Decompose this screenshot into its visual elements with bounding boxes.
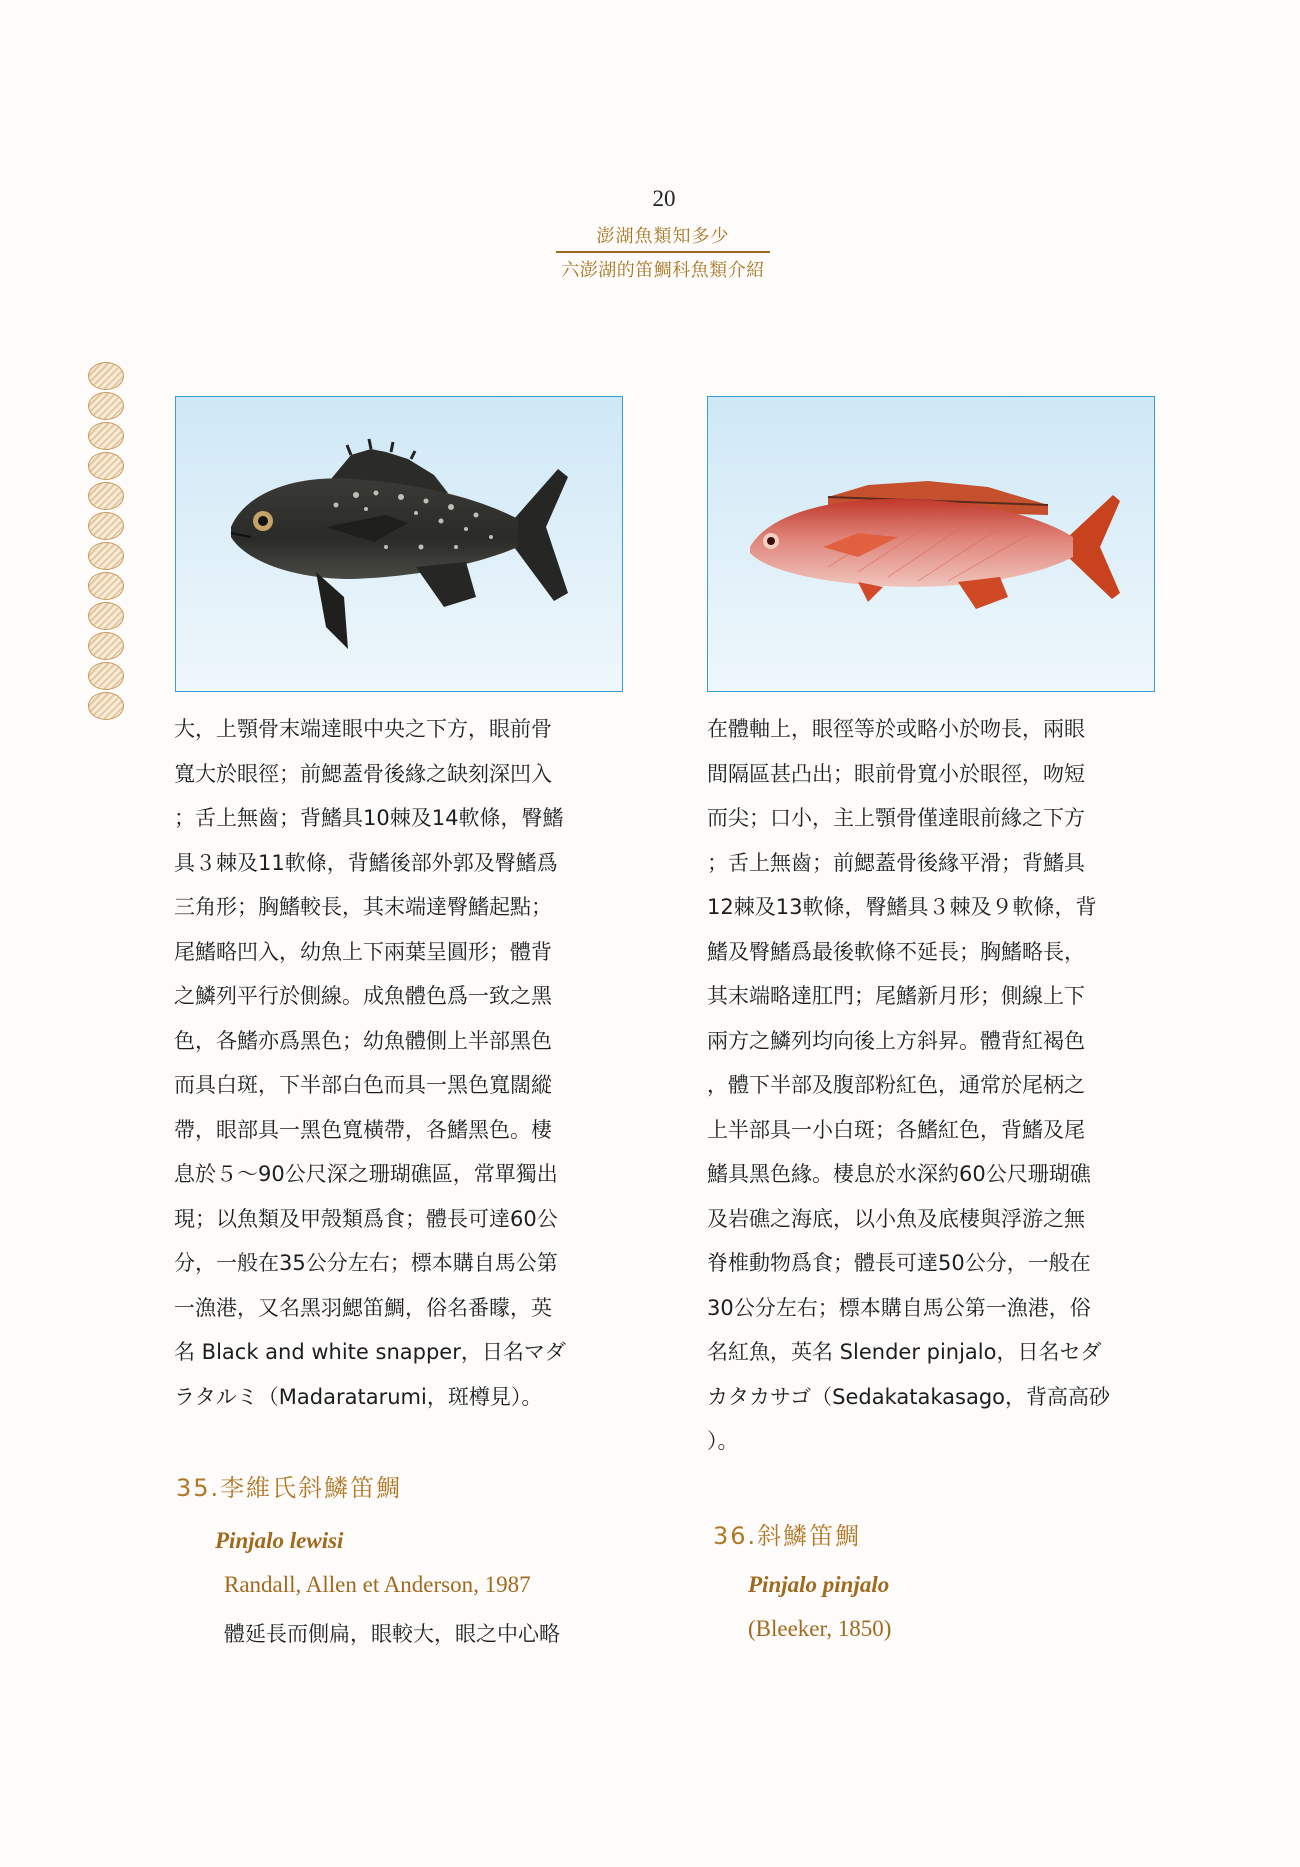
body-text-line: ；舌上無齒；背鰭具10棘及14軟條，臀鰭 bbox=[174, 806, 564, 830]
body-text-line: 30公分左右；標本購自馬公第一漁港，俗 bbox=[707, 1295, 1091, 1320]
photo-pinjalo-lewisi bbox=[175, 396, 623, 692]
ornament-disc bbox=[88, 512, 124, 540]
black-fish-illustration bbox=[176, 397, 622, 691]
body-text-line: 鰭及臀鰭爲最後軟條不延長；胸鰭略長， bbox=[707, 939, 1085, 964]
ornament-disc bbox=[88, 392, 124, 420]
body-text-line: 之鱗列平行於側線。成魚體色爲一致之黑 bbox=[174, 984, 552, 1008]
body-text-line: 寬大於眼徑；前鰓蓋骨後緣之缺刻深凹入 bbox=[174, 761, 552, 786]
body-text-line: 大，上顎骨末端達眼中央之下方，眼前骨 bbox=[174, 717, 552, 741]
ornament-disc bbox=[88, 572, 124, 600]
species-35-authority: Randall, Allen et Anderson, 1987 bbox=[224, 1572, 531, 1597]
body-text-line: 現；以魚類及甲殼類爲食；體長可達60公 bbox=[174, 1206, 558, 1231]
body-text-line: 及岩礁之海底，以小魚及底棲與浮游之無 bbox=[707, 1206, 1085, 1231]
body-text-line: 色，各鰭亦爲黑色；幼魚體側上半部黑色 bbox=[174, 1028, 552, 1053]
body-text-line: 分，一般在35公分左右；標本購自馬公第 bbox=[174, 1251, 558, 1275]
body-text-line: 而尖；口小，主上顎骨僅達眼前緣之下方 bbox=[707, 806, 1085, 830]
body-text-line: 息於５～90公尺深之珊瑚礁區，常單獨出 bbox=[174, 1162, 558, 1186]
species-35-heading: 35.李維氏斜鱗笛鯛 bbox=[176, 1474, 403, 1502]
body-text-line: 其末端略達肛門；尾鰭新月形；側線上下 bbox=[707, 984, 1085, 1008]
ornament-disc bbox=[88, 542, 124, 570]
ornament-disc bbox=[88, 482, 124, 510]
running-head bbox=[554, 222, 772, 282]
body-text-line: ラタルミ（Madaratarumi，斑樽見）。 bbox=[174, 1384, 543, 1409]
body-text-line: 脊椎動物爲食；體長可達50公分，一般在 bbox=[707, 1251, 1091, 1275]
species-36-authority: (Bleeker, 1850) bbox=[748, 1616, 892, 1641]
body-text-line: 名紅魚，英名 Slender pinjalo，日名セダ bbox=[707, 1340, 1102, 1364]
ornament-disc bbox=[88, 362, 124, 390]
body-text-line: 名 Black and white snapper，日名マダ bbox=[174, 1340, 566, 1364]
ornament-disc bbox=[88, 692, 124, 720]
body-text-line: 間隔區甚凸出；眼前骨寬小於眼徑，吻短 bbox=[707, 761, 1085, 786]
page-number: 20 bbox=[652, 186, 676, 211]
ornament-disc bbox=[88, 422, 124, 450]
ornament-disc bbox=[88, 602, 124, 630]
photo-pinjalo-pinjalo bbox=[707, 396, 1155, 692]
body-text-line: ）。 bbox=[707, 1429, 739, 1453]
body-text-line: 12棘及13軟條，臀鰭具３棘及９軟條，背 bbox=[707, 895, 1097, 919]
ornament-disc bbox=[88, 452, 124, 480]
species-35-scientific-name: Pinjalo lewisi bbox=[215, 1528, 344, 1553]
body-text-line: 上半部具一小白斑；各鰭紅色，背鰭及尾 bbox=[707, 1117, 1085, 1142]
body-text-line: 帶，眼部具一黑色寬橫帶，各鰭黑色。棲 bbox=[174, 1117, 552, 1142]
left-text-column bbox=[174, 707, 624, 1419]
species-35-description-start: 體延長而側扁，眼較大，眼之中心略 bbox=[224, 1622, 560, 1646]
species-36-scientific-name: Pinjalo pinjalo bbox=[748, 1572, 890, 1597]
body-text-line: 兩方之鱗列均向後上方斜昇。體背紅褐色 bbox=[707, 1028, 1085, 1053]
body-text-line: 一漁港，又名黑羽鰓笛鯛，俗名番矇，英 bbox=[174, 1295, 552, 1320]
ornament-disc bbox=[88, 662, 124, 690]
body-text-line: ；舌上無齒；前鰓蓋骨後緣平滑；背鰭具 bbox=[707, 850, 1085, 875]
chapter-title: 六澎湖的笛鯛科魚類介紹 bbox=[561, 260, 765, 281]
body-text-line: 尾鰭略凹入，幼魚上下兩葉呈圓形；體背 bbox=[174, 939, 552, 964]
right-text-column bbox=[707, 707, 1157, 1464]
body-text-line: カタカサゴ（Sedakatakasago，背高高砂 bbox=[707, 1384, 1111, 1409]
body-text-line: 而具白斑，下半部白色而具一黑色寬闊縱 bbox=[174, 1073, 552, 1097]
ornament-disc bbox=[88, 632, 124, 660]
body-text-line: 具３棘及11軟條，背鰭後部外郭及臀鰭爲 bbox=[174, 850, 558, 875]
side-ornament bbox=[88, 362, 128, 722]
book-title: 澎湖魚類知多少 bbox=[596, 226, 730, 247]
body-text-line: 三角形；胸鰭較長，其末端達臀鰭起點； bbox=[174, 895, 552, 919]
body-text-line: 鰭具黑色緣。棲息於水深約60公尺珊瑚礁 bbox=[707, 1162, 1091, 1186]
red-fish-illustration bbox=[708, 397, 1154, 691]
species-36-heading: 36.斜鱗笛鯛 bbox=[713, 1522, 862, 1550]
body-text-line: 在體軸上，眼徑等於或略小於吻長，兩眼 bbox=[707, 717, 1085, 741]
body-text-line: ，體下半部及腹部粉紅色，通常於尾柄之 bbox=[707, 1073, 1085, 1097]
